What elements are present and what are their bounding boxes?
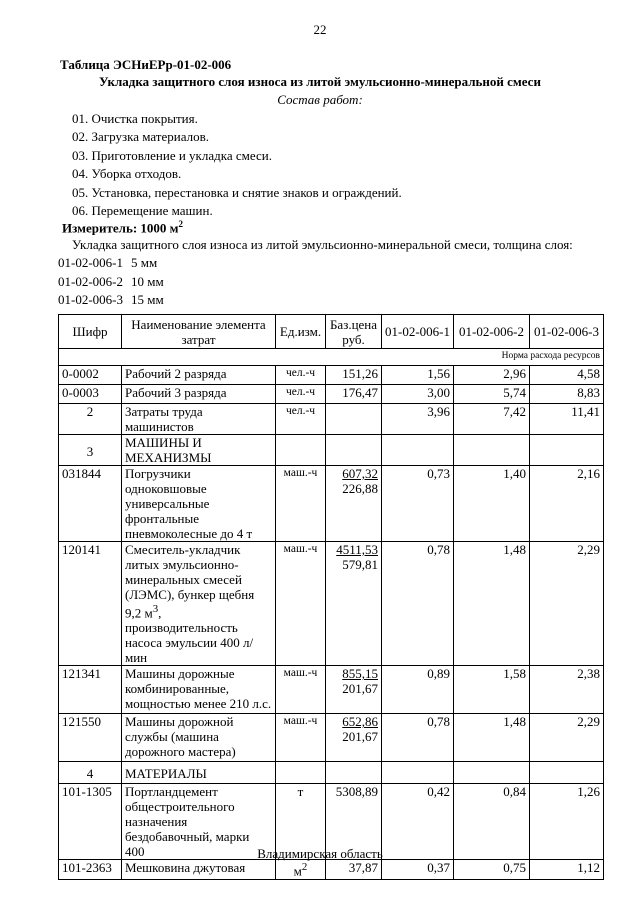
cell-name: Рабочий 2 разряда bbox=[122, 366, 276, 385]
norm-row bbox=[59, 349, 604, 366]
layer-description: Укладка защитного слоя износа из литой эмульсионно-минеральной смеси, толщина слоя: bbox=[72, 237, 573, 252]
table-row bbox=[59, 714, 604, 762]
header-col2: 01-02-006-2 bbox=[454, 315, 530, 349]
cell-v1: 0,42 bbox=[382, 784, 454, 860]
code-item bbox=[58, 273, 164, 292]
unit-base: м bbox=[293, 863, 302, 879]
cell-price: 176,47 bbox=[326, 385, 382, 404]
empty-cell bbox=[326, 435, 382, 466]
section-title: МАШИНЫ И МЕХАНИЗМЫ bbox=[122, 435, 276, 466]
empty-cell bbox=[382, 762, 454, 784]
cell-v1: 3,00 bbox=[382, 385, 454, 404]
cell-price bbox=[326, 466, 382, 542]
work-item: 06. Перемещение машин. bbox=[72, 202, 213, 218]
name-part: Смеситель-укладчик литых эмульсионно-минеральных смесей (ЛЭМС), бункер щебня 9,2 м bbox=[125, 542, 255, 621]
work-item: 02. Загрузка материалов. bbox=[72, 129, 209, 145]
header-price: Баз.цена руб. bbox=[326, 315, 382, 349]
cell-unit: чел.-ч bbox=[276, 366, 326, 385]
cell-name bbox=[122, 542, 276, 666]
cell-name: Мешковина джутовая bbox=[122, 860, 276, 880]
cell-v3: 2,29 bbox=[530, 542, 604, 666]
materials-section-row bbox=[59, 762, 604, 784]
cell-code: 121341 bbox=[59, 666, 122, 714]
name-sup: 3 bbox=[152, 603, 159, 615]
code: 01-02-006-1 bbox=[58, 255, 123, 270]
cell-unit: маш.-ч bbox=[276, 542, 326, 666]
code: 01-02-006-2 bbox=[58, 273, 123, 289]
cell-v2: 1,40 bbox=[454, 466, 530, 542]
cell-v3: 8,83 bbox=[530, 385, 604, 404]
name-part: , производительность насоса эмульсии 400 л/мин bbox=[125, 605, 254, 666]
header-cipher: Шифр bbox=[59, 315, 122, 349]
empty-cell bbox=[326, 762, 382, 784]
cell-v2: 7,42 bbox=[454, 404, 530, 435]
header-unit: Ед.изм. bbox=[276, 315, 326, 349]
cell-code: 120141 bbox=[59, 542, 122, 666]
cell-v1: 0,73 bbox=[382, 466, 454, 542]
code: 01-02-006-3 bbox=[58, 292, 123, 307]
cell-unit: маш.-ч bbox=[276, 466, 326, 542]
cell-unit: маш.-ч bbox=[276, 666, 326, 714]
code-item bbox=[58, 291, 164, 310]
price-top: 607,32 bbox=[342, 466, 378, 481]
resources-table bbox=[58, 314, 604, 880]
cell-unit bbox=[276, 860, 326, 880]
empty-cell bbox=[454, 762, 530, 784]
cell-v3: 1,12 bbox=[530, 860, 604, 880]
machines-section-row bbox=[59, 435, 604, 466]
price-bottom: 201,67 bbox=[342, 729, 378, 745]
cell-v2: 2,96 bbox=[454, 366, 530, 385]
cell-name: Затраты труда машинистов bbox=[122, 404, 276, 435]
cell-price bbox=[326, 666, 382, 714]
work-item: 05. Установка, перестановка и снятие знаков и ограждений. bbox=[72, 184, 402, 200]
table-row bbox=[59, 466, 604, 542]
cell-v3: 2,16 bbox=[530, 466, 604, 542]
work-item: 04. Уборка отходов. bbox=[72, 166, 182, 182]
cell-code: 121550 bbox=[59, 714, 122, 762]
meter-sup: 2 bbox=[178, 219, 184, 229]
cell-v1: 1,56 bbox=[382, 366, 454, 385]
empty-cell bbox=[530, 762, 604, 784]
table-subtitle: Укладка защитного слоя износа из литой эмульсионно-минеральной смеси bbox=[99, 74, 541, 89]
cell-name: Машины дорожные комбинированные, мощностью менее 210 л.с. bbox=[122, 666, 276, 714]
code-list bbox=[58, 254, 164, 310]
unit-sup: 2 bbox=[301, 861, 308, 874]
cell-code: 101-2363 bbox=[59, 860, 122, 880]
section-code: 4 bbox=[59, 762, 122, 784]
cell-name: Погрузчики одноковшовые универсальные фронтальные пневмоколесные до 4 т bbox=[122, 466, 276, 542]
price-top: 4511,53 bbox=[336, 542, 378, 557]
cell-code: 0-0003 bbox=[59, 385, 122, 404]
empty-cell bbox=[276, 435, 326, 466]
table-row bbox=[59, 404, 604, 435]
table-row bbox=[59, 385, 604, 404]
cell-code: 101-1305 bbox=[59, 784, 122, 860]
empty-cell bbox=[530, 435, 604, 466]
cell-v1: 0,37 bbox=[382, 860, 454, 880]
cell-unit: т bbox=[276, 784, 326, 860]
cell-name: Машины дорожной службы (машина дорожного мастера) bbox=[122, 714, 276, 762]
cell-v2: 1,58 bbox=[454, 666, 530, 714]
work-list bbox=[72, 110, 402, 220]
table-header-row bbox=[59, 315, 604, 349]
cell-code: 0-0002 bbox=[59, 366, 122, 385]
thickness: 5 мм bbox=[131, 255, 158, 270]
cell-price bbox=[326, 404, 382, 435]
cell-v2: 1,48 bbox=[454, 714, 530, 762]
thickness: 10 мм bbox=[131, 273, 164, 289]
section-code: 3 bbox=[59, 435, 122, 466]
empty-cell bbox=[276, 762, 326, 784]
cell-v2: 1,48 bbox=[454, 542, 530, 666]
cell-v2: 5,74 bbox=[454, 385, 530, 404]
cell-v3: 2,38 bbox=[530, 666, 604, 714]
cell-unit: маш.-ч bbox=[276, 714, 326, 762]
cell-v3: 4,58 bbox=[530, 366, 604, 385]
cell-price bbox=[326, 542, 382, 666]
cell-price: 5308,89 bbox=[326, 784, 382, 860]
cell-v1: 0,78 bbox=[382, 714, 454, 762]
table-row bbox=[59, 860, 604, 880]
cell-v2: 0,84 bbox=[454, 784, 530, 860]
cell-v1: 0,89 bbox=[382, 666, 454, 714]
meter-label: Измеритель: 1000 м bbox=[62, 220, 179, 236]
table-row bbox=[59, 542, 604, 666]
price-bottom: 201,67 bbox=[342, 681, 378, 697]
empty-cell bbox=[382, 435, 454, 466]
code-item bbox=[58, 254, 164, 273]
price-bottom: 579,81 bbox=[342, 557, 378, 572]
cell-name: Портландцемент общестроительного назначения бездобавочный, марки 400 bbox=[122, 784, 276, 860]
cell-v3: 11,41 bbox=[530, 404, 604, 435]
cell-v1: 3,96 bbox=[382, 404, 454, 435]
measurement-unit bbox=[62, 219, 183, 236]
empty-cell bbox=[454, 435, 530, 466]
price-bottom: 226,88 bbox=[342, 481, 378, 496]
header-col3: 01-02-006-3 bbox=[530, 315, 604, 349]
table-row bbox=[59, 666, 604, 714]
work-composition-title: Состав работ: bbox=[277, 92, 363, 107]
header-name: Наименование элемента затрат bbox=[122, 315, 276, 349]
cell-code: 2 bbox=[59, 404, 122, 435]
price-top: 855,15 bbox=[342, 666, 378, 682]
cell-unit: чел.-ч bbox=[276, 385, 326, 404]
work-item: 03. Приготовление и укладка смеси. bbox=[72, 147, 272, 163]
cell-price bbox=[326, 714, 382, 762]
norm-label: Норма расхода ресурсов bbox=[59, 349, 604, 366]
thickness: 15 мм bbox=[131, 292, 164, 307]
cell-v3: 1,26 bbox=[530, 784, 604, 860]
cell-v1: 0,78 bbox=[382, 542, 454, 666]
header-col1: 01-02-006-1 bbox=[382, 315, 454, 349]
page-number: 22 bbox=[313, 22, 327, 37]
price-top: 652,86 bbox=[342, 714, 378, 730]
cell-v3: 2,29 bbox=[530, 714, 604, 762]
table-title: Таблица ЭСНиЕРр-01-02-006 bbox=[60, 57, 232, 72]
cell-price: 151,26 bbox=[326, 366, 382, 385]
cell-name: Рабочий 3 разряда bbox=[122, 385, 276, 404]
cell-price: 37,87 bbox=[326, 860, 382, 880]
cell-unit: чел.-ч bbox=[276, 404, 326, 435]
section-title: МАТЕРИАЛЫ bbox=[122, 762, 276, 784]
footer-region: Владимирская область bbox=[257, 846, 383, 861]
cell-code: 031844 bbox=[59, 466, 122, 542]
table-row bbox=[59, 366, 604, 385]
cell-v2: 0,75 bbox=[454, 860, 530, 880]
work-item: 01. Очистка покрытия. bbox=[72, 111, 198, 126]
